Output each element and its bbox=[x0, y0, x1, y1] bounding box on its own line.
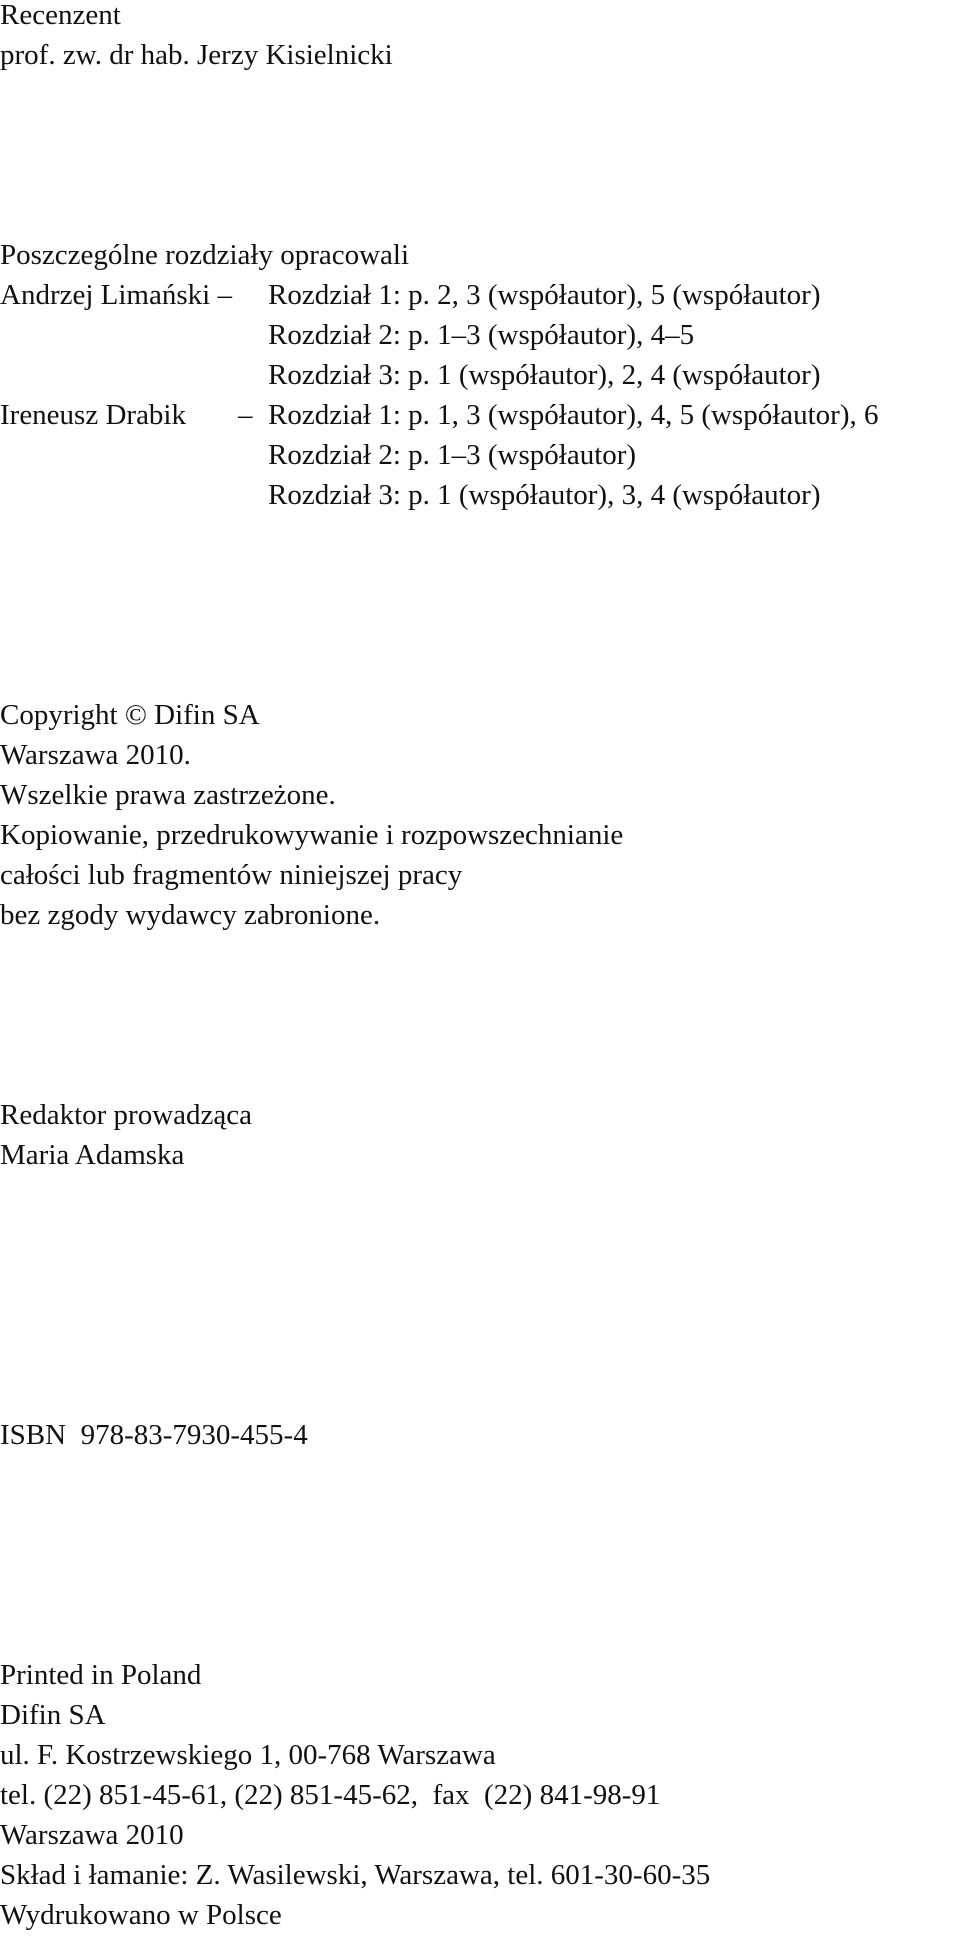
author-chapter-line: Rozdział 1: p. 2, 3 (współautor), 5 (współautor) bbox=[268, 279, 821, 311]
reviewer-name: prof. zw. dr hab. Jerzy Kisielnicki bbox=[0, 39, 393, 71]
editor-label: Redaktor prowadząca bbox=[0, 1099, 253, 1131]
printed-in: Printed in Poland bbox=[0, 1659, 202, 1691]
typesetting-credit: Skład i łamanie: Z. Wasilewski, Warszawa, tel. 601-30-60-35 bbox=[0, 1859, 711, 1891]
author-chapter-line: Rozdział 1: p. 1, 3 (współautor), 4, 5 (współautor), 6 bbox=[268, 399, 879, 431]
isbn: ISBN 978-83-7930-455-4 bbox=[0, 1419, 308, 1451]
author-chapter-line: Rozdział 3: p. 1 (współautor), 2, 4 (współautor) bbox=[268, 359, 821, 391]
copying-notice-line: bez zgody wydawcy zabronione. bbox=[0, 899, 381, 931]
publisher-name: Difin SA bbox=[0, 1699, 106, 1731]
rights-reserved: Wszelkie prawa zastrzeżone. bbox=[0, 779, 336, 811]
author-chapter-line: Rozdział 3: p. 1 (współautor), 3, 4 (współautor) bbox=[268, 479, 821, 511]
reviewer-label: Recenzent bbox=[0, 0, 121, 31]
author-name-limanski: Andrzej Limański – bbox=[0, 279, 232, 311]
author-name-drabik: Ireneusz Drabik bbox=[0, 399, 186, 431]
copying-notice-line: całości lub fragmentów niniejszej pracy bbox=[0, 859, 463, 891]
author-chapter-line: Rozdział 2: p. 1–3 (współautor), 4–5 bbox=[268, 319, 695, 351]
publisher-phone: tel. (22) 851-45-61, (22) 851-45-62, fax (22) 841-98-91 bbox=[0, 1779, 661, 1811]
editor-name: Maria Adamska bbox=[0, 1139, 185, 1171]
authors-heading: Poszczególne rozdziały opracowali bbox=[0, 239, 410, 271]
publisher-address: ul. F. Kostrzewskiego 1, 00-768 Warszawa bbox=[0, 1739, 496, 1771]
imprint-city-year: Warszawa 2010 bbox=[0, 1819, 184, 1851]
author-dash: – bbox=[238, 399, 253, 431]
printed-in-polish: Wydrukowano w Polsce bbox=[0, 1899, 282, 1931]
author-chapter-line: Rozdział 2: p. 1–3 (współautor) bbox=[268, 439, 637, 471]
copyright-place-year: Warszawa 2010. bbox=[0, 739, 191, 771]
copying-notice-line: Kopiowanie, przedrukowywanie i rozpowszechnianie bbox=[0, 819, 624, 851]
copyright-line: Copyright © Difin SA bbox=[0, 699, 260, 731]
